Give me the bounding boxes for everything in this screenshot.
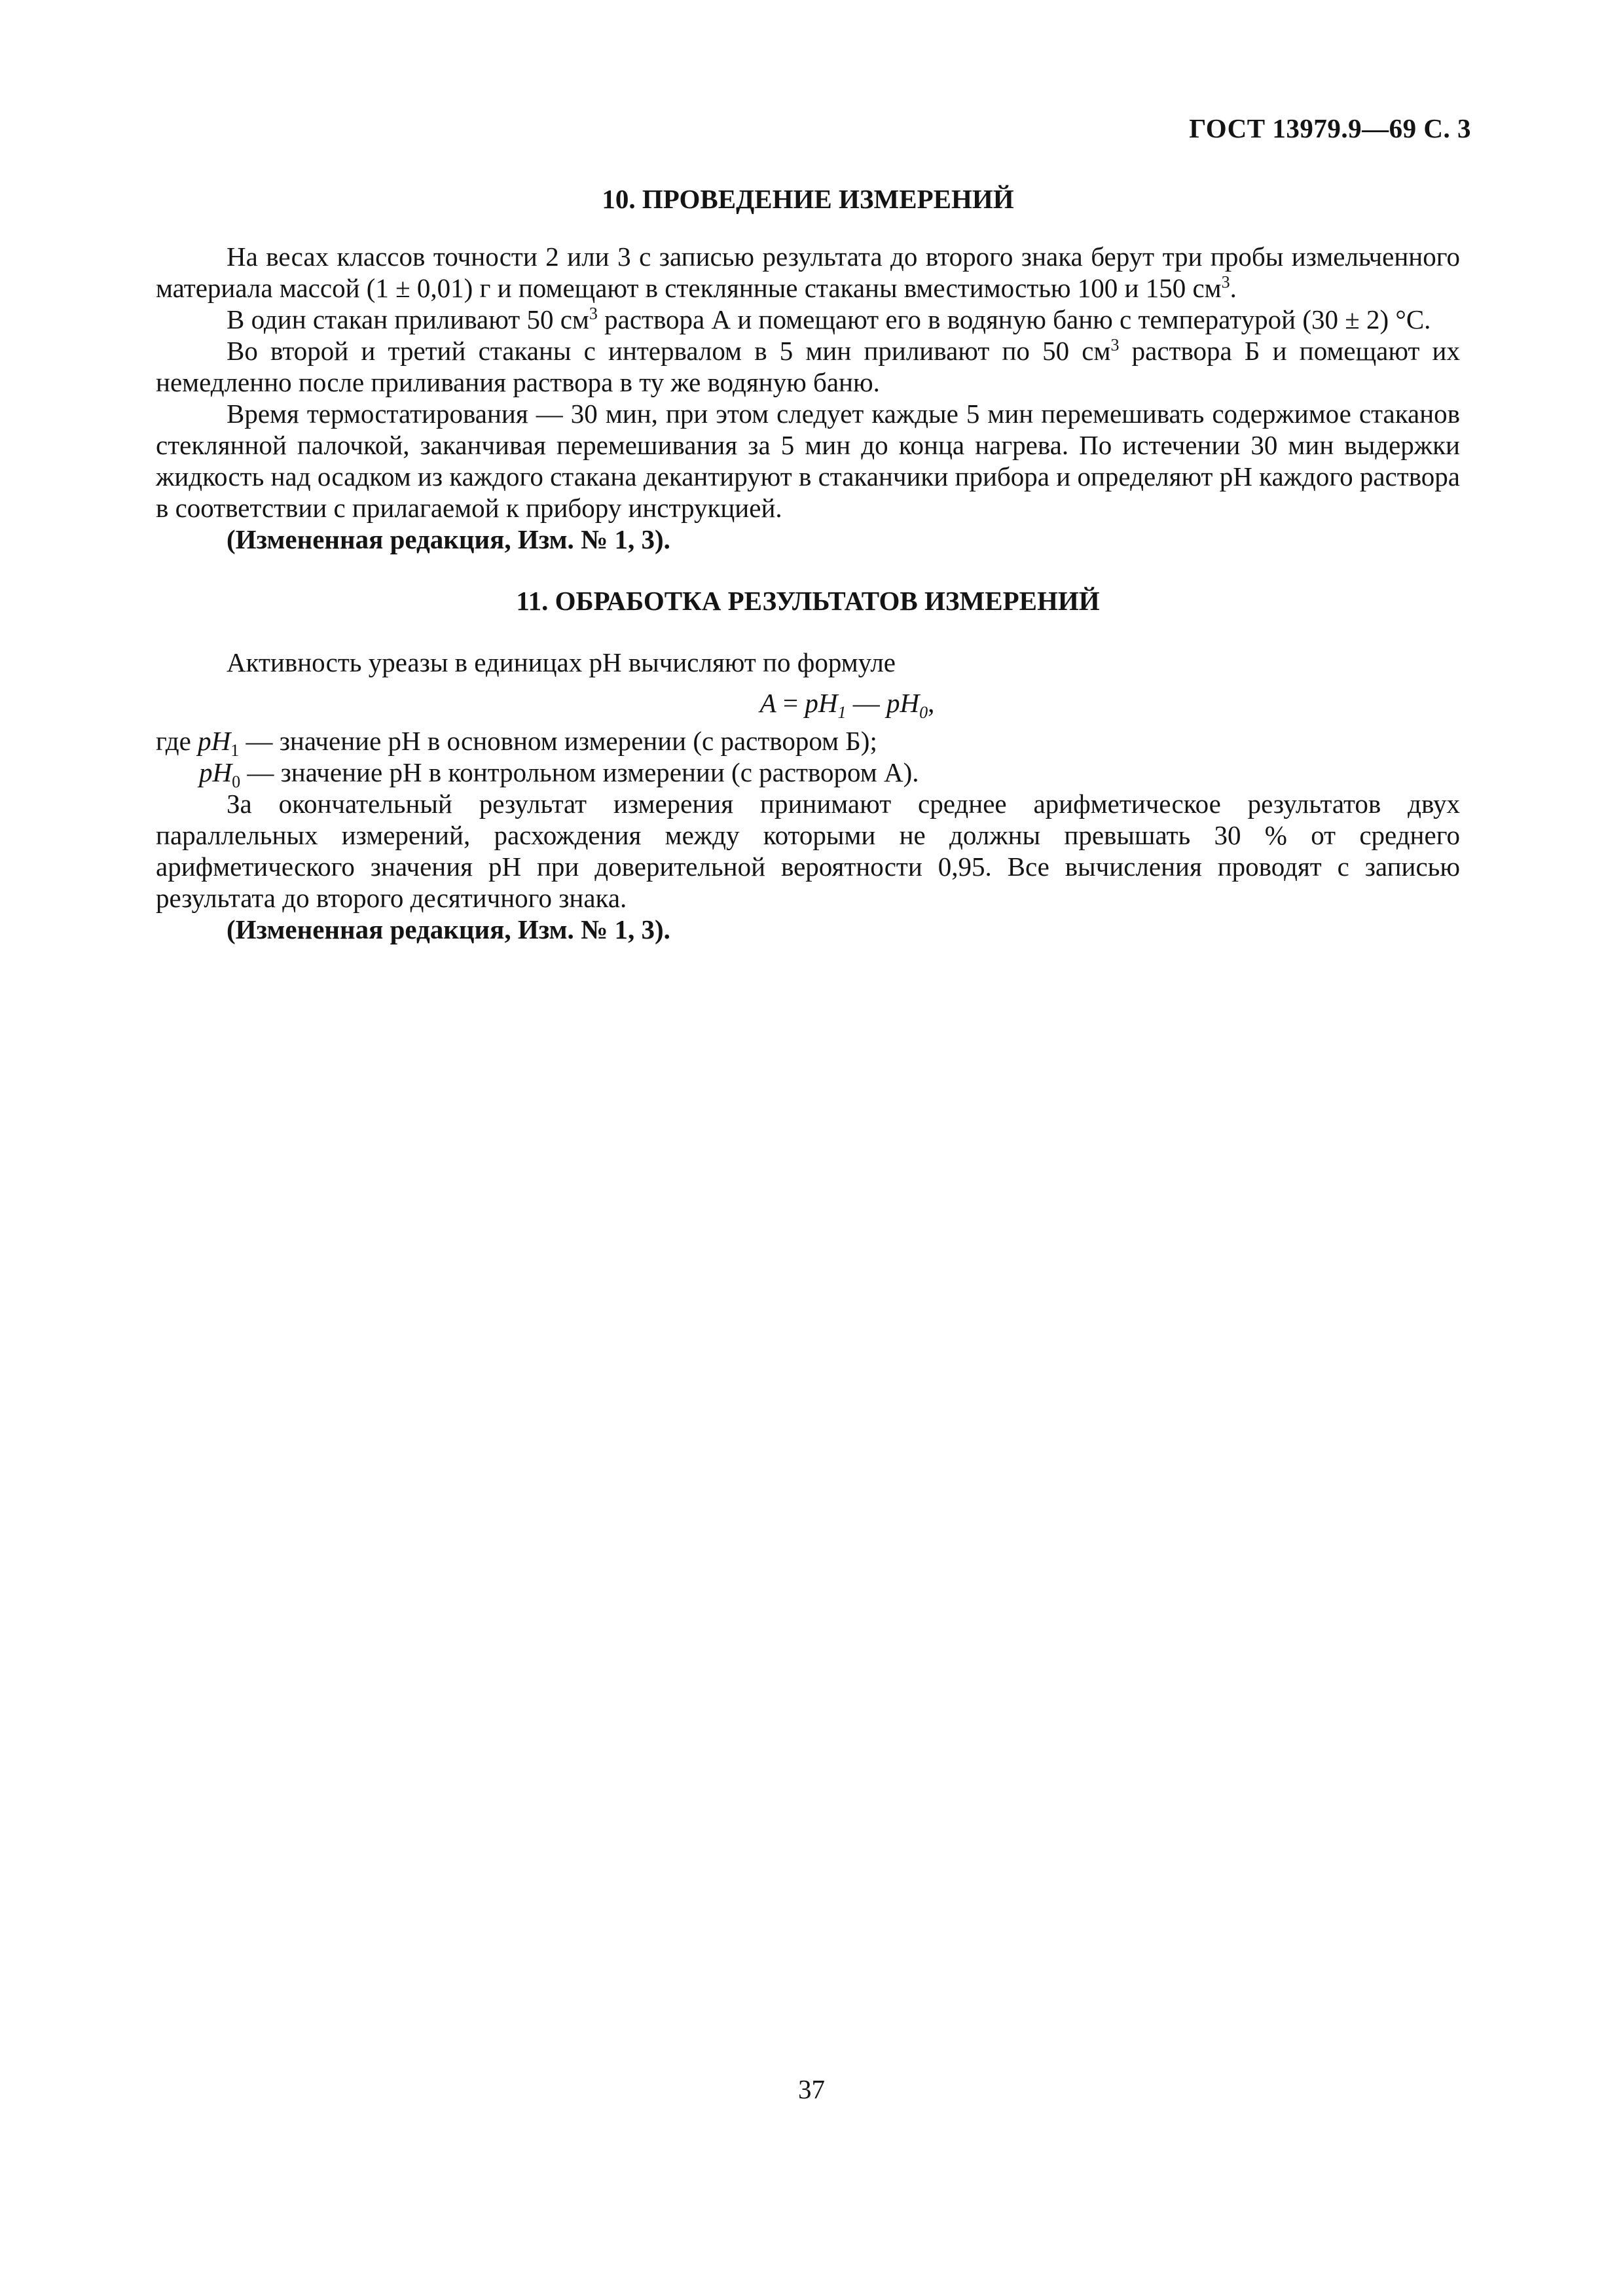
superscript: 3: [589, 304, 598, 323]
formula-term-2-subscript: 0: [919, 703, 928, 723]
legend-symbol: pH: [198, 726, 231, 756]
formula-equals: =: [776, 688, 805, 718]
section-10-paragraph-1: [156, 241, 1460, 304]
standard-reference: ГОСТ 13979.9—69 С. 3: [1189, 113, 1471, 143]
section-11-intro: Активность уреазы в единицах pH вычисляют по формуле: [227, 647, 896, 677]
formula-term-2: pH: [886, 688, 920, 718]
page-number: 37: [798, 2074, 825, 2104]
legend-lead: где: [156, 726, 198, 756]
text-fragment: раствора А и помещают его в водяную баню с температурой (30 ± 2) °С.: [597, 304, 1431, 334]
text-fragment: На весах классов точности 2 или 3 с записью результата до второго знака берут три пробы измельченного материала массой (1 ± 0,01) г и помещают в стеклянные стаканы вместимостью 100 и 150 см: [156, 242, 1460, 303]
formula-end: ,: [928, 688, 935, 718]
legend-symbol-subscript: 1: [230, 741, 240, 761]
section-11-revision-note: (Измененная редакция, Изм. № 1, 3).: [227, 914, 670, 944]
legend-symbol: pH: [199, 757, 232, 787]
formula-legend: [156, 725, 1460, 792]
section-11-title: 11. ОБРАБОТКА РЕЗУЛЬТАТОВ ИЗМЕРЕНИЙ: [516, 586, 1100, 616]
legend-symbol-subscript: 0: [232, 772, 241, 792]
section-10-paragraph-3: [156, 335, 1460, 398]
page-content: [156, 183, 1460, 945]
legend-text: — значение pH в основном измерении (с раствором Б);: [239, 726, 877, 756]
formula-term-1: pH: [805, 688, 838, 718]
text-fragment: раствора Б и помещают их немедленно после приливания раствора в ту же водяную баню.: [156, 336, 1460, 397]
text-fragment: .: [1230, 273, 1237, 303]
formula-lhs: A: [759, 688, 776, 718]
urease-activity-formula: [234, 687, 1460, 723]
legend-item-ph0: [156, 757, 1460, 792]
superscript: 3: [1110, 335, 1120, 355]
formula-term-1-subscript: 1: [837, 703, 847, 723]
section-10-paragraph-2: [156, 304, 1460, 335]
superscript: 3: [1221, 272, 1230, 292]
text-fragment: В один стакан приливают 50 см: [227, 304, 589, 334]
legend-item-ph1: [156, 725, 1460, 761]
legend-text: — значение pH в контрольном измерении (с раствором А).: [240, 757, 919, 787]
section-10-paragraph-4: Время термостатирования — 30 мин, при этом следует каждые 5 мин перемешивать содержимое стаканов стеклянной палочкой, заканчивая перемешивания за 5 мин до конца нагрева. По истечении 30 мин выдержки жидкость над осадком из каждого стакана декантируют в стаканчики прибора и определяют pH каждого раствора в соответствии с прилагаемой к прибору инструкцией.: [156, 399, 1460, 523]
section-11-final-paragraph: За окончательный результат измерения принимают среднее арифметическое результатов двух параллельных измерений, расхождения между которыми не должны превышать 30 % от среднего арифметического значения pH при доверительной вероятности 0,95. Все вычисления проводят с записью результата до второго десятичного знака.: [156, 789, 1460, 913]
section-10-revision-note: (Измененная редакция, Изм. № 1, 3).: [227, 524, 670, 554]
text-fragment: Во второй и третий стаканы с интервалом в 5 мин приливают по 50 см: [227, 336, 1111, 366]
formula-minus: —: [846, 688, 886, 718]
section-10-title: 10. ПРОВЕДЕНИЕ ИЗМЕРЕНИЙ: [602, 184, 1014, 214]
